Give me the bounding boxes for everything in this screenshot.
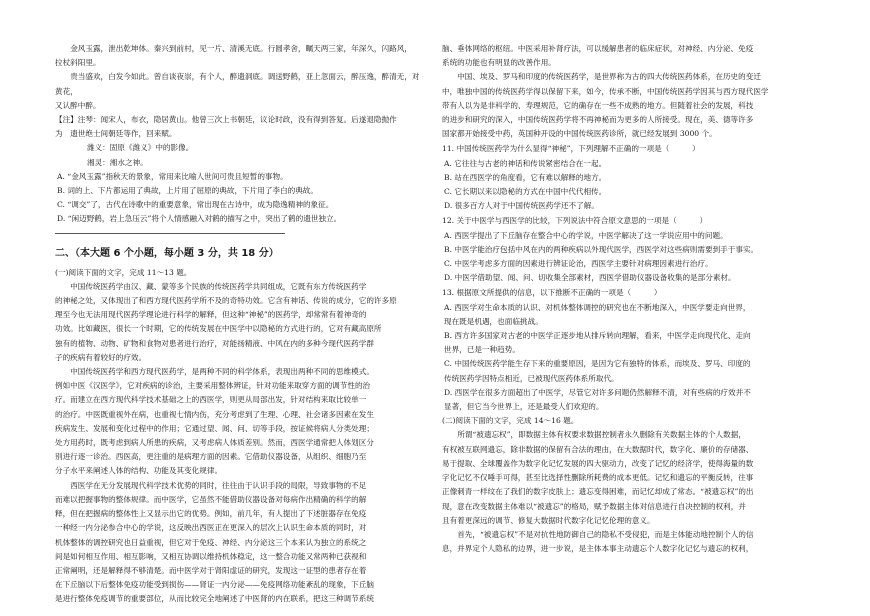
passage-line: 易于提取、全球覆盖作为数字化记忆发展的四大驱动力，改变了记忆的经济学，使得海量的数 (442, 458, 754, 468)
passage-line: 息，并界定个人隐私的边界，进一步说，是主体本事主动遗忘个人数字化记忆与遗忘的权利， (442, 544, 754, 554)
option-c: C. “调交”了，古代在诗歌中的重要意象，常出现在古诗中，成为隐逸精神的象征。 (57, 200, 334, 210)
option-a-cont: 现在既是机遇，也面临挑战。 (444, 316, 543, 326)
divider (55, 233, 285, 234)
passage-line: 疾病发生、发展和变化过程中的作用；它通过望、闻、问、切等手段，按证候将病人分类处理； (55, 423, 374, 433)
passage-line: 功效。比如藏医，很长一个时期，它的传统发展在中医学中以隐秘的方式进行的，它对有藏高原所 (55, 324, 382, 334)
option-b-cont: 世界，已是一种趋势。 (444, 345, 520, 355)
passage-line: 字化记忆不仅唾手可得，甚至比选择性删除所耗费的成本更低。记忆和遗忘的平衡反转，往事 (442, 473, 754, 483)
passage-line: 疗。而建立在西方现代科学技术基础之上的西医学，则更从局部出发，针对结构来取比较单一 (55, 395, 367, 405)
note-text: 注琴：闻宋人，布衣，隐居黄山。他曾三次上书朝廷，议论时政，没有得到答复。后遂退隐抛作 (77, 115, 397, 125)
poem (55, 42, 425, 113)
question-stem: 13. 根据原文所提供的信息，以下推断不正确的一项是（ ） (442, 288, 662, 298)
right-column (442, 42, 820, 556)
option-b: B. 西方许多国家对古老的中医学正逐步地从排斥转向理解，看来，中医学走向现代化、走向 (444, 331, 751, 341)
question-stem: 12. 关于中医学与西医学的比较，下列说法中符合原文意思的一项是（ ） (442, 216, 708, 226)
poem-line: 又认醉中醉。 (55, 100, 101, 110)
poem-line: 贵当盛欢，白发今如此。曾自谈夜崇，有个人，醉遗洞底。调送野鹤，亚上忽面云，醉压逸，醉清无，对黄花， (55, 72, 420, 96)
question-options (55, 170, 425, 227)
passage-line: 中国传统医药学和西方现代医药学，是两种不同的科学体系，表现出两种不同的思维模式。 (70, 367, 374, 377)
option-d: D. “闲迈野鹤，岩上急压云”将个人情感融入对鹤的描写之中，突出了鹤的遗世独立。 (57, 214, 342, 224)
passage-line: 的神秘之处，又体现出了和西方现代医药学所不及的奇特功效。它含有神话、传说的成分，它的许多原 (55, 296, 397, 306)
passage-line: 独有的植物、动物、矿物和食物对患者进行治疗，对能扬精液、中风在内的多种今现代医药学群 (55, 338, 374, 348)
question-13 (442, 286, 820, 414)
annotation-cont: 为 遗世绝士间朝廷等作，回来赋。 (55, 129, 177, 139)
annotation-sub: 潍义：固原《潍义》中的影像。 (87, 143, 194, 153)
passage-line: 分子水平来阐述人体的结构、功能及其变化规律。 (55, 466, 223, 476)
question-11 (442, 142, 820, 213)
passage-line: 国家都开始接受中药，英国种开设的中国传统医药诊所，就已经发展到 3000 个。 (442, 129, 717, 139)
option-d: D. 西医学在很多方面超出了中医学，尽管它对许多问题仍然解释不清，对有些病的疗效并不 (444, 387, 751, 397)
passage-line: 有权被互联网遗忘，除非数据的保留有合法的理由，在大数据时代，数字化、廉价的存储器、 (442, 444, 754, 454)
passage-line: 在下丘脑以下后整体免疫功能受到损伤——肾证一内分泌——免疫网络功能紊乱的现象，下丘脑 (55, 580, 374, 590)
passage-line: 首先，“被遗忘权”不是对抗性地防御自己的隐私不受侵犯，而是主体能动地控制个人的信 (457, 529, 754, 539)
passage-line: 脑、垂体网络的枢纽。中医采用补肾疗法，可以缓解患者的临床症状，对神经、内分泌、免疫 (442, 44, 754, 53)
question-stem: 11. 中国传统医药学为什么显得“神秘”，下列理解不正确的一项是（ ） (442, 144, 700, 154)
option-b: B. 站在西医学的角度看，它有难以解释的地方。 (444, 172, 607, 182)
passage-line: 中，唯独中国的传统医药学得以保留下来，如今，传承不断，中国传统医药学因其与西方现代医学 (442, 86, 769, 96)
annotation-sub: 湘灵：湘水之神。 (87, 157, 148, 167)
option-c-cont: 传统医药学因特点相近，已被现代医药体系所取代。 (444, 373, 619, 383)
option-a: A. “金风玉露”指秋天的景象，常用来比喻人世间可贵且短暂的事物。 (57, 171, 288, 181)
passage-line: 正常阐明，还是解释得不够清楚。而中医学对于肾阳虚证的研究，发现这一证型的患者存在着 (55, 565, 367, 575)
passage-line: 处方用药时，既考虑到病人所患的疾病，又考虑病人体质差别。然而，西医学通常把人体划区分 (55, 438, 374, 448)
passage-line: 正像刺青一样纹在了我们的数字皮肤上；遗忘变得困难，而记忆却成了常态。“被遗忘权”的出 (442, 487, 754, 497)
annotation (55, 113, 425, 127)
left-column (55, 42, 425, 607)
passage-line: 例如中医《汉医学》，它对疾病的诊治，主要采用整体辨证，针对功能来取穿方面的调节性的治 (55, 381, 371, 391)
passage-continued (442, 42, 820, 141)
option-b: B. 词的上、下片都运用了典故，上片用了屈原的典故，下片用了李白的典故。 (57, 186, 318, 196)
passage-line: 现，意在改变数据主体难以“被遗忘”的格局，赋予数据主体对信息进行自决控制的权利，并 (442, 501, 746, 511)
passage-line: 子的疾病有着较好的疗效。 (55, 352, 147, 362)
poem-line: 拉杖斜阳里。 (55, 58, 101, 68)
passage-2 (442, 428, 820, 556)
passage-line: 一种经一内分泌参合中心的学说，这反映出西医正在更深入的层次上认识生命本质的同时，对 (55, 523, 367, 533)
option-a: A. 西医学对生命本质的认识、对机体整体调控的研究也在不断地深入，中医学要走向世界， (444, 302, 751, 312)
section-title: 二、（本大题 6 个小题，每小题 3 分，共 18 分） (55, 247, 279, 259)
passage-line: 所谓“被遗忘权”，即数据主体有权要求数据控制者永久删除有关数据主体的个人数据， (457, 430, 746, 440)
option-a: A. 西医学提出了下丘脑存在整合中心的学说，中医学解决了这一学说应用中的问题。 (444, 230, 728, 240)
option-d-cont: 显著，但它当今世界上，还是最受人们欢迎的。 (444, 402, 604, 412)
option-c: C. 中国传统医药学能生存下来的重要原因，是因为它有独特的体系，而埃及、罗马、印度的 (444, 359, 751, 369)
passage-line: 的治疗。中医既重视外在病，也重视七情内伤，充分考虑到了生理、心理、社会诸多因素在发生 (55, 409, 374, 419)
note-label: 【注】 (55, 115, 78, 125)
option-d: D. 中医学借助望、闻、问、切收集全部素材，西医学借助仪器设备收集的是部分素材。 (444, 273, 736, 283)
question-12 (442, 214, 820, 285)
passage-line: 释，但在把握病的整体性上又显示出它的优势。例如，前几年，有人提出了下述脏器存在免疫 (55, 509, 367, 519)
passage-line: 的进步和研究的深入，中国传统医药学将不再神秘而为更多的人所接受。现在，美、德等许多 (442, 115, 754, 125)
passage-line: 理至今也无法用现代医药学理论进行科学的解释，但这种“神秘”的医药学，却常常有着神奇的 (55, 310, 367, 320)
passage-line: 而难以把握事物的整体规律。而中医学，它虽然不能借助仪器设备对每病作出精确的科学的解 (55, 494, 367, 504)
passage-line: 且有着更深远的调节、修复大数据时代数字化记忆伦理的意义。 (442, 515, 655, 525)
passage-line: 系统的功能也有明显的改善作用。 (442, 58, 556, 68)
option-c: C. 中医学考虑多方面的因素进行辨证论治，西医学主要针对病理因素进行治疗。 (444, 259, 713, 269)
passage-line: 中国传统医药学由汉、藏、蒙等多个民族的传统医药学共同组成，它既有东方传统医药学 (70, 281, 367, 291)
option-b: B. 中医学能治疗包括中风在内的两种疾病以外现代医学，西医学对这些病则需要到手于事实。 (444, 244, 759, 254)
poem-line: 金风玉露，泄出乾坤体。秦兴到前村，见一片、清溪无底。行圆孝舍，瞩天两三家，年深久，闪路风， (70, 44, 412, 53)
option-a: A. 它往往与古老的神话和传说紧密结合在一起。 (444, 158, 607, 168)
option-c: C. 它长期以来以隐秘的方式在中国中代代相传。 (444, 187, 607, 197)
passage-line: 别进行逐一诊治。西医高，更注重的是病理方面的因素。它借助仪器设备，从组织、细胞乃至 (55, 452, 367, 462)
reading-intro: (一)阅读下面的文字，完成 11～13 题。 (55, 267, 192, 277)
passage-line: 中国、埃及、罗马和印度的传统医药学，是世界称为古的四大传统医药体系，在历史的变迁 (457, 72, 761, 82)
passage-line: 西医学在无分发展现代科学技术优势的同时，往往由于认识手段的局限，导致事物的不足 (70, 480, 367, 490)
passage-line: 机体整体的调控研究也日益重视，但它对于免疫、神经、内分泌这三个本来认为独立的系统之 (55, 537, 367, 547)
passage-line: 带有人以为是非科学的、寿理规范，它的确存在一些不成熟的地方。但随着社会的发展，科技 (442, 100, 754, 110)
reading-intro: (二)阅读下面的文字，完成 14～16 题。 (442, 416, 579, 426)
passage-line: 间是如何相互作用、相互影响，又相互协调以维持机体稳定，这一整合功能又常两种已获视和 (55, 551, 367, 561)
passage-text (55, 280, 425, 607)
option-d: D. 很多百方人对于中国传统医药学还不了解。 (444, 201, 599, 211)
passage-line: 是进行整体免疫调节的重要部位，从而比较完全地阐述了中医肾的内在联系，把这三种调节系统 (55, 594, 374, 604)
